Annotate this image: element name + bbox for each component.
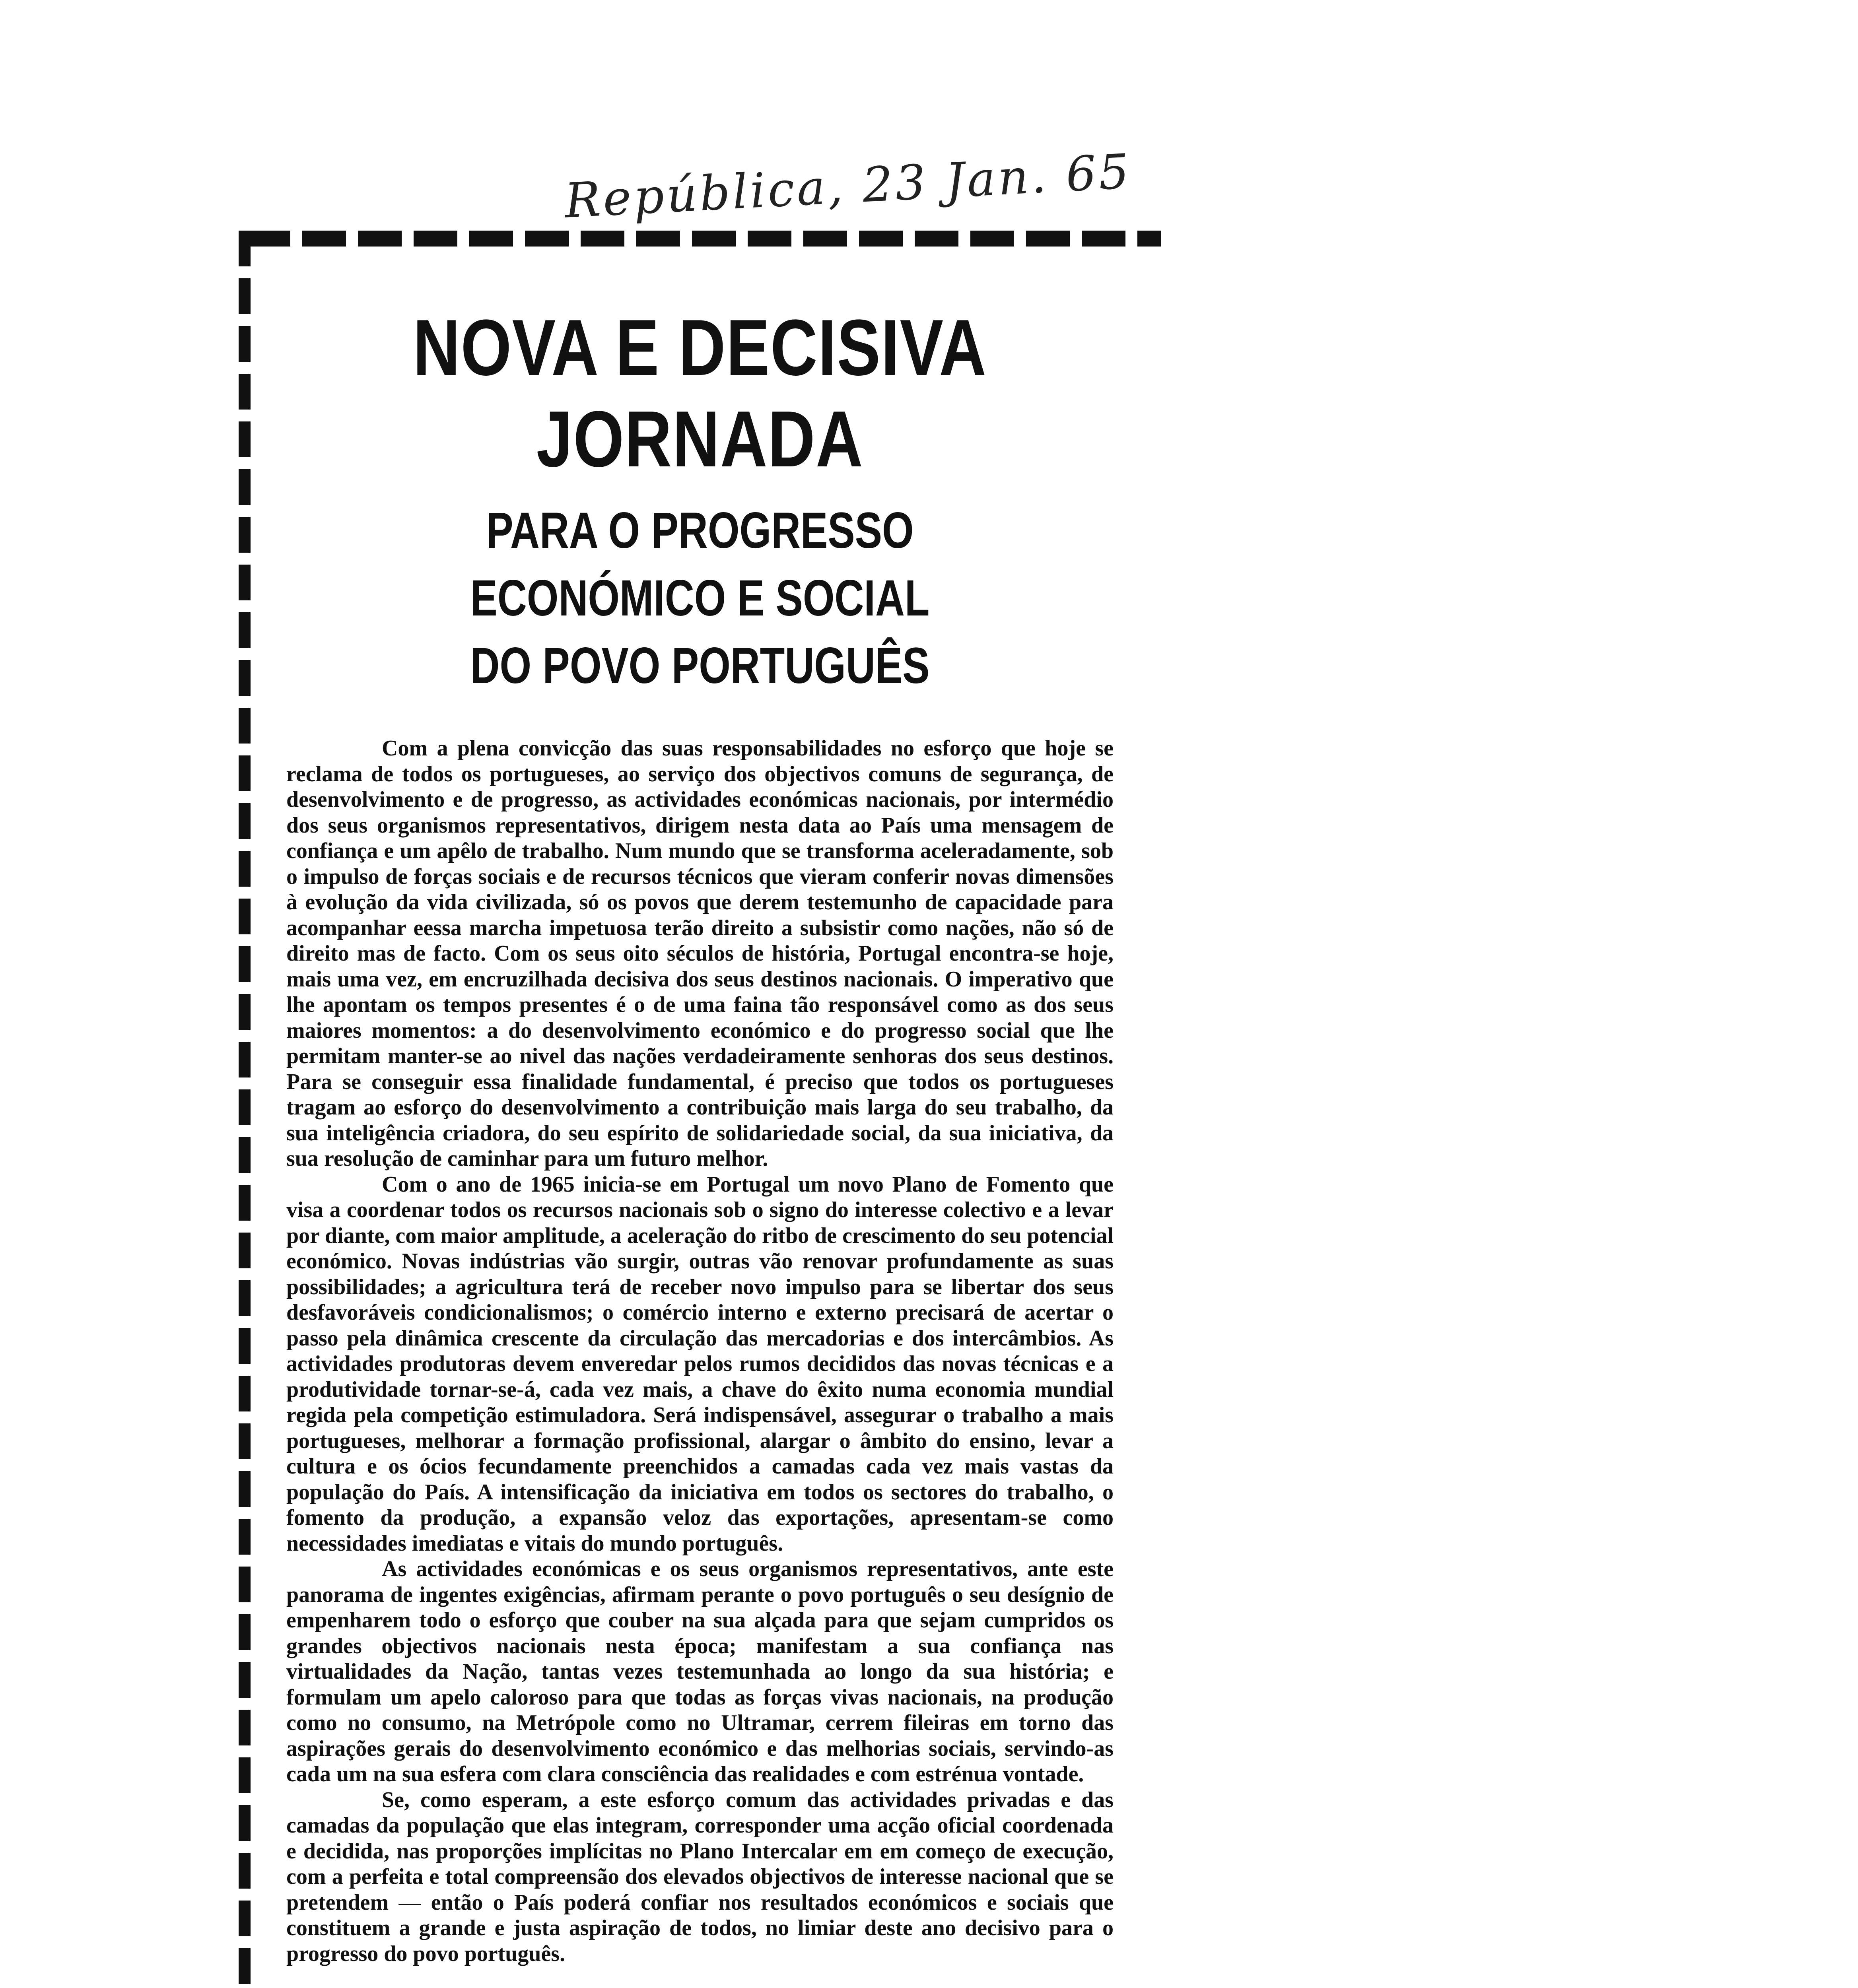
- article-content: [286, 302, 1114, 1967]
- article-clipping: [239, 231, 1161, 1988]
- article-body: [286, 736, 1114, 1967]
- article-subhead-line1: PARA O PROGRESSO ECONÓMICO E SOCIAL: [470, 502, 930, 627]
- article-headline: NOVA E DECISIVA JORNADA: [413, 303, 987, 483]
- article-paragraph: Se, como esperam, a este esforço comum das actividades privadas e das camadas da população que elas integram, corresponder uma acção oficial coordenada e decidida, nas proporções implícitas no Plano Intercalar em em começo de execução, com a perfeita e total compreensão dos elevados objectivos de interesse nacional que se pretendem — então o País poderá confiar nos resultados económicos e sociais que constituem a grande e justa aspiração de todos, no limiar deste ano decisivo para o progresso do povo português.: [286, 1787, 1114, 1966]
- article-paragraph: Com a plena convicção das suas responsabilidades no esforço que hoje se reclama de todos os portugueses, ao serviço dos objectivos comuns de segurança, de desenvolvimento e de progresso, as actividades económicas nacionais, por intermédio dos seus organismos representativos, dirigem nesta data ao País uma mensagem de confiança e um apêlo de trabalho. Num mundo que se transforma aceleradamente, sob o impulso de forças sociais e de recursos técnicos que vieram conferir novas dimensões à evolução da vida civilizada, só os povos que derem testemunho de capacidade para acompanhar eessa marcha impetuosa terão direito a subsistir como nações, não só de direito mas de facto. Com os seus oito séculos de história, Portugal encontra-se hoje, mais uma vez, em encruzilhada decisiva dos seus destinos nacionais. O imperativo que lhe apontam os tempos presentes é o de uma faina tão responsável como as dos seus maiores momentos: a do desenvolvimento económico e do progresso social que lhe permitam manter-se ao nivel das nações verdadeiramente senhoras dos seus destinos. Para se conseguir essa finalidade fundamental, é preciso que todos os portugueses tragam ao esforço do desenvolvimento a contribuição mais larga do seu trabalho, da sua inteligência criadora, do seu espírito de solidariedade social, da sua iniciativa, da sua resolução de caminhar para um futuro melhor.: [286, 736, 1114, 1171]
- article-subhead: [369, 497, 1031, 700]
- article-subhead-line2: DO POVO PORTUGUÊS: [470, 637, 930, 694]
- dashed-border-top: [247, 231, 1161, 247]
- article-paragraph: Com o ano de 1965 inicia-se em Portugal um novo Plano de Fomento que visa a coordenar todos os recursos nacionais sob o signo do interesse colectivo e a levar por diante, com maior amplitude, a aceleração do ritbo de crescimento do seu potencial económico. Novas indústrias vão surgir, outras vão renovar profundamente as suas possibilidades; a agricultura terá de receber novo impulso para se libertar dos seus desfavoráveis condicionalismos; o comércio interno e externo precisará de acertar o passo pela dinâmica crescente da circulação das mercadorias e dos intercâmbios. As actividades produtoras devem enveredar pelos rumos decididos das novas técnicas e a produtividade tornar-se-á, cada vez mais, a chave do êxito numa economia mundial regida pela competição estimuladora. Será indispensável, assegurar o trabalho a mais portugueses, melhorar a formação profissional, alargar o âmbito do ensino, levar a cultura e os ócios fecundamente preenchidos a camadas cada vez mais vastas da população do País. A intensificação da iniciativa em todos os sectores do trabalho, o fomento da produção, a expansão veloz das exportações, apresentam-se como necessidades imediatas e vitais do mundo português.: [286, 1172, 1114, 1556]
- handwritten-source-note: República, 23 Jan. 65: [563, 144, 1133, 229]
- dashed-border-left: [239, 231, 251, 1988]
- article-paragraph: As actividades económicas e os seus organismos representativos, ante este panorama de ingentes exigências, afirmam perante o povo português o seu desígnio de empenharem todo o esforço que couber na sua alçada para que sejam cumpridos os grandes objectivos nacionais nesta época; manifestam a sua confiança nas virtualidades da Nação, tantas vezes testemunhada ao longo da sua história; e formulam um apelo caloroso para que todas as forças vivas nacionais, na produção como no consumo, na Metrópole como no Ultramar, cerrem fileiras em torno das aspirações gerais do desenvolvimento económico e das melhorias sociais, servindo-as cada um na sua esfera com clara consciência das realidades e com estrénua vontade.: [286, 1557, 1114, 1786]
